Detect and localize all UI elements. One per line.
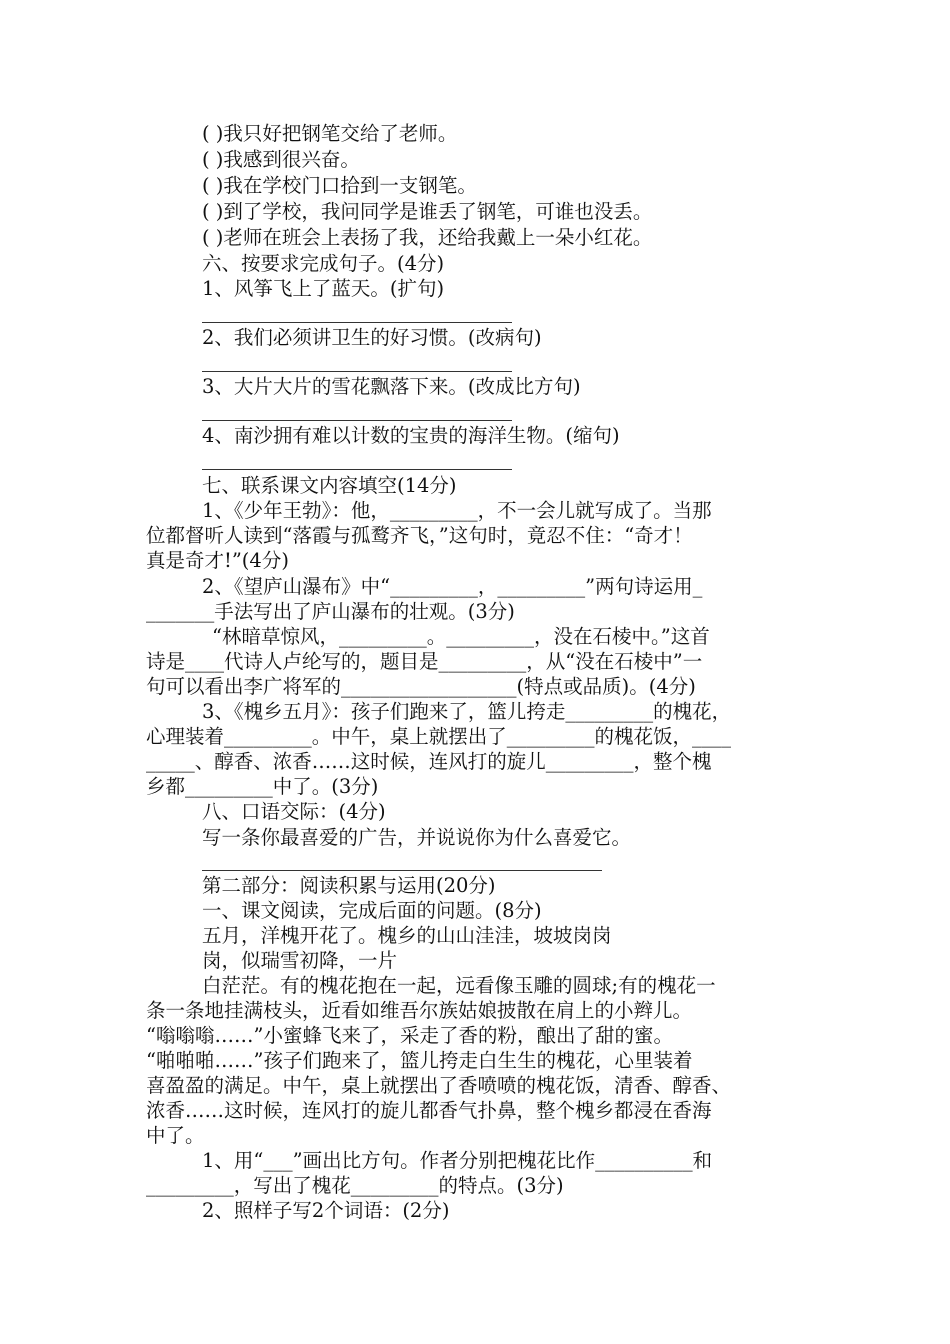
passage-line: 条一条地挂满枝头，近看如维吾尔族姑娘披散在肩上的小辫儿。 (146, 999, 693, 1022)
question: 3、大片大片的雪花飘落下来。(改成比方句) (202, 375, 581, 398)
passage-line: “嗡嗡嗡……”小蜜蜂飞来了，采走了香的粉，酿出了甜的蜜。 (146, 1024, 673, 1047)
question: 写一条你最喜爱的广告，并说说你为什么喜爱它。 (202, 826, 632, 849)
text-line: 诗是____代诗人卢纶写的，题目是_________，从“没在石棱中”一 (146, 650, 703, 673)
text-line: 句可以看出李广将军的__________________(特点或品质)。(4分) (146, 675, 696, 698)
text-line: 位都督听人读到“落霞与孤鹜齐飞，”这句时，竟忍不住：“奇才！ (146, 524, 693, 547)
question: _________，写出了槐花_________的特点。(3分) (146, 1174, 564, 1197)
text-line: 乡都_________中了。(3分) (146, 775, 379, 798)
order-item: ( )我只好把钢笔交给了老师。 (202, 122, 458, 145)
answer-line (202, 322, 512, 323)
question: 2、我们必须讲卫生的好习惯。(改病句) (202, 326, 542, 349)
passage-line: 喜盈盈的满足。中午，桌上就摆出了香喷喷的槐花饭，清香、醇香、 (146, 1074, 732, 1097)
text-line: “林暗草惊风，_________。_________，没在石棱中。”这首 (212, 625, 710, 648)
answer-line (202, 420, 512, 421)
text-line: 1、《少年王勃》：他，_________，不一会儿就写成了。当那 (202, 499, 712, 522)
text-line: 真是奇才!”(4分) (146, 549, 289, 572)
answer-line (202, 870, 602, 871)
passage-line: 浓香……这时候，连风打的旋儿都香气扑鼻，整个槐乡都浸在香海 (146, 1099, 712, 1122)
text-line: 2、《望庐山瀑布》中“_________，_________”两句诗运用_ (202, 575, 703, 598)
section-heading: 一、课文阅读，完成后面的问题。(8分) (202, 899, 542, 922)
passage-line: 中了。 (146, 1124, 205, 1147)
order-item: ( )老师在班会上表扬了我，还给我戴上一朵小红花。 (202, 226, 653, 249)
question: 2、照样子写2个词语：(2分) (202, 1199, 450, 1222)
passage-line: 五月，洋槐开花了。槐乡的山山洼洼，坡坡岗岗 (202, 924, 612, 947)
passage-line: 白茫茫。有的槐花抱在一起，远看像玉雕的圆球;有的槐花一 (202, 974, 716, 997)
order-item: ( )到了学校，我问同学是谁丢了钢笔，可谁也没丢。 (202, 200, 653, 223)
text-line: 3、《槐乡五月》：孩子们跑来了，篮儿挎走_________的槐花， (202, 700, 732, 723)
text-line: _______手法写出了庐山瀑布的壮观。(3分) (146, 600, 515, 623)
part-heading: 第二部分：阅读积累与运用(20分) (202, 874, 496, 897)
section-heading: 六、按要求完成句子。(4分) (202, 252, 445, 275)
section-heading: 八、口语交际：(4分) (202, 800, 386, 823)
text-line: 心理装着_________。中午，桌上就摆出了_________的槐花饭，____ (146, 725, 732, 748)
passage-line: “啪啪啪……”孩子们跑来了，篮儿挎走白生生的槐花，心里装着 (146, 1049, 693, 1072)
question: 1、风筝飞上了蓝天。(扩句) (202, 277, 445, 300)
passage-line: 岗，似瑞雪初降，一片 (202, 949, 398, 972)
question: 4、南沙拥有难以计数的宝贵的海洋生物。(缩句) (202, 424, 620, 447)
text-line: _____、醇香、浓香……这时候，连风打的旋儿_________，整个槐 (146, 750, 712, 773)
order-item: ( )我在学校门口拾到一支钢笔。 (202, 174, 477, 197)
answer-line (202, 469, 512, 470)
question: 1、用“___”画出比方句。作者分别把槐花比作__________和 (202, 1149, 713, 1172)
order-item: ( )我感到很兴奋。 (202, 148, 360, 171)
answer-line (202, 371, 512, 372)
section-heading: 七、联系课文内容填空(14分) (202, 474, 457, 497)
